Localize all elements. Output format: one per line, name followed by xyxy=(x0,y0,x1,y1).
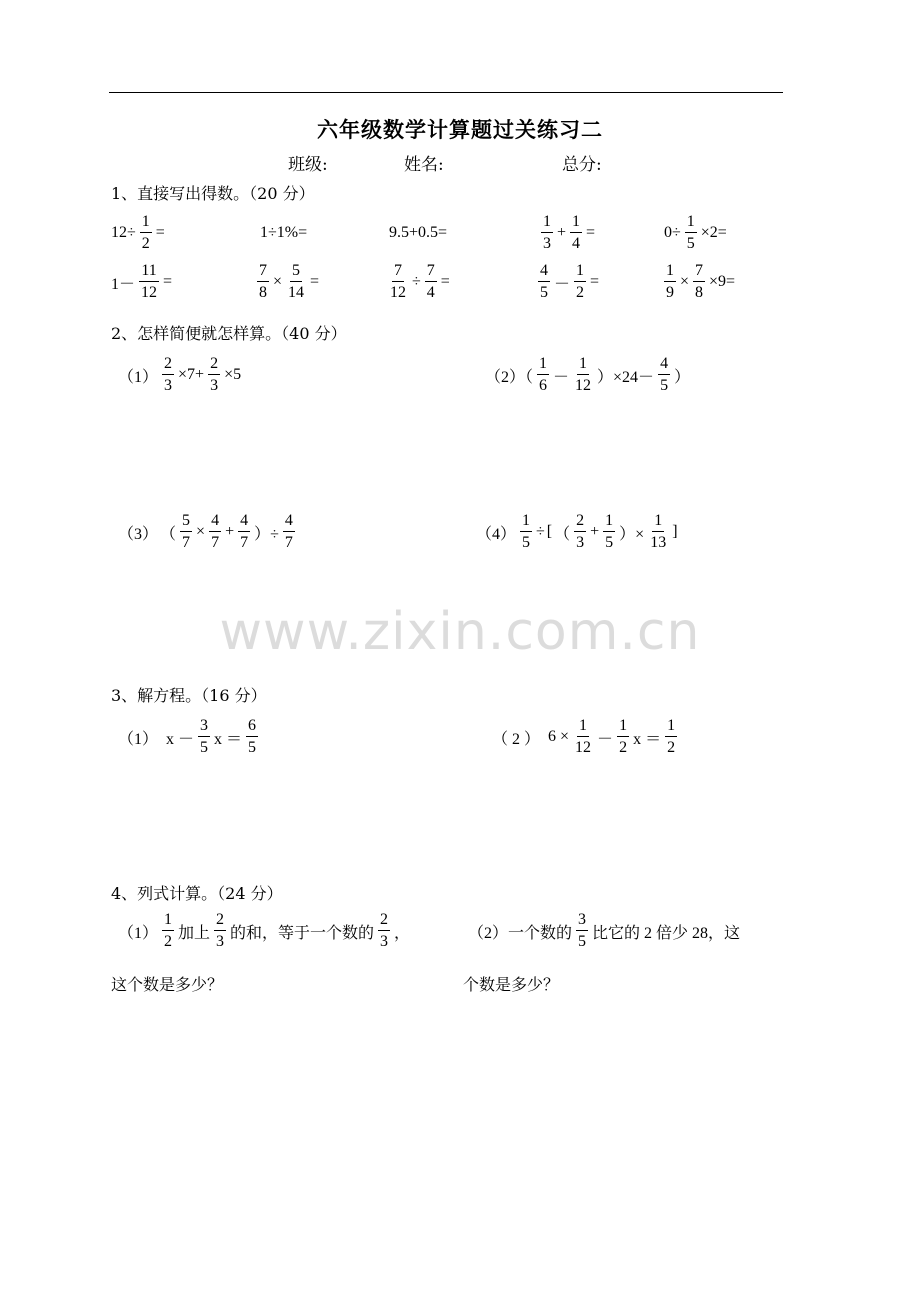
problem-2-2: （2）（ $\frac{1}{6}$ － $\frac{1}{12}$ ）×24－ $\frac{4}{5}$ ） xyxy=(485,355,691,394)
section-3-heading: 3、解方程。（16 分） xyxy=(111,686,267,705)
top-rule xyxy=(109,92,783,93)
section-4-heading: 4、列式计算。（24 分） xyxy=(111,884,283,903)
problem-3-1: （1） x － $\frac{3}{5}$ x ＝ $\frac{6}{5}$ xyxy=(118,717,257,756)
problem-4-2: （2）一个数的 $\frac{3}{5}$ 比它的 2 倍少 28，这 xyxy=(468,911,741,950)
problem-4-1-line2: 这个数是多少？ xyxy=(111,975,224,994)
problem-1-5: 0÷ $\frac{1}{5}$ ×2= xyxy=(664,213,727,252)
problem-1-9: $\frac{4}{5}$ － $\frac{1}{2}$ = xyxy=(540,262,600,301)
problem-2-4: （4） $\frac{1}{5}$ ÷ [ （ $\frac{2}{3}$ + $\frac{1}{5}$ ）× $\frac{1}{13}$ ] xyxy=(476,512,678,551)
problem-1-1: 12÷ $\frac{1}{2}$ = xyxy=(111,213,165,252)
problem-4-2-line2: 个数是多少？ xyxy=(463,975,560,994)
page-title: 六年级数学计算题过关练习二 xyxy=(317,118,603,142)
problem-1-8: $\frac{7}{12}$ ÷ $\frac{7}{4}$ = xyxy=(390,262,450,301)
section-2-heading: 2、怎样简便就怎样算。（40 分） xyxy=(111,324,347,343)
problem-1-4: $\frac{1}{3}$ + $\frac{1}{4}$ = xyxy=(543,213,596,252)
score-label: 总分: xyxy=(562,155,602,175)
problem-1-6: 1－ $\frac{11}{12}$ = xyxy=(111,262,173,301)
class-label: 班级: xyxy=(288,155,328,175)
name-label: 姓名: xyxy=(404,155,444,175)
problem-2-1: （1） $\frac{2}{3}$ ×7+ $\frac{2}{3}$ ×5 xyxy=(118,355,242,394)
problem-1-3: 9.5+0.5= xyxy=(389,224,448,241)
problem-1-7: $\frac{7}{8}$ × $\frac{5}{14}$ = xyxy=(259,262,320,301)
problem-1-2: 1÷1%= xyxy=(260,224,308,241)
fraction: $\frac{1}{2}$ xyxy=(141,213,150,252)
problem-3-2: （ 2 ） 6 × $\frac{1}{12}$ － $\frac{1}{2}$ x ＝ $\frac{1}{2}$ xyxy=(492,717,676,756)
problem-4-1: （1） $\frac{1}{2}$ 加上 $\frac{2}{3}$ 的和，等于一个数的 $\frac{2}{3}$ ， xyxy=(118,911,411,950)
problem-2-3: （3） （ $\frac{5}{7}$ × $\frac{4}{7}$ + $\frac{4}{7}$ ）÷ $\frac{4}{7}$ xyxy=(118,512,293,551)
section-1-heading: 1、直接写出得数。（20 分） xyxy=(111,184,315,203)
problem-1-10: $\frac{1}{9}$ × $\frac{7}{8}$ ×9= xyxy=(666,262,736,301)
watermark: www.zixin.com.cn xyxy=(219,602,701,662)
